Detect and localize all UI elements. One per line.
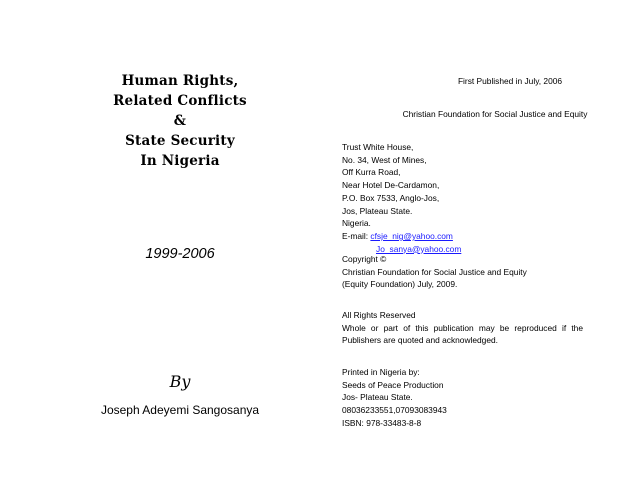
address-line: Nigeria.	[342, 218, 371, 229]
address-line: Trust White House,	[342, 142, 414, 152]
email-label: E-mail:	[342, 230, 371, 241]
address-line: Jos, Plateau State.	[342, 205, 413, 216]
copyright-block	[342, 253, 592, 291]
address-line: Off Kurra Road,	[342, 167, 401, 178]
address-line: Near Hotel De-Cardamon,	[342, 180, 440, 191]
by-label: By	[169, 372, 191, 391]
isbn: ISBN: 978-33483-8-8	[342, 417, 422, 428]
address-line: P.O. Box 7533, Anglo-Jos,	[342, 192, 440, 203]
rights-text: Whole or part of this publication may be reproduced if the Publishers are quoted and acknowledged.	[342, 322, 583, 346]
title-line: Related Conflicts	[113, 93, 247, 109]
copyright-line: Copyright ©	[342, 254, 387, 264]
printer-block	[342, 366, 592, 430]
rights-heading: All Rights Reserved	[342, 310, 416, 320]
publisher-address	[342, 141, 592, 255]
title-line: In Nigeria	[140, 153, 220, 169]
publisher-name: Christian Foundation for Social Justice and Equity	[402, 109, 588, 119]
right-page	[330, 0, 640, 495]
email-link-secondary[interactable]: Jo_sanya@yahoo.com	[376, 243, 462, 254]
first-published: First Published in July, 2006	[457, 76, 563, 86]
year-range: 1999-2006	[145, 246, 215, 262]
email-link-primary[interactable]: cfsje_nig@yahoo.com	[370, 230, 453, 241]
copyright-line: Christian Foundation for Social Justice and Equity	[342, 266, 527, 277]
title-line: &	[173, 113, 187, 129]
title-line: Human Rights,	[121, 73, 239, 89]
rights-block	[342, 309, 583, 347]
copyright-line: (Equity Foundation) July, 2009.	[342, 279, 458, 290]
book-title	[100, 71, 260, 171]
author-name: Joseph Adeyemi Sangosanya	[100, 403, 260, 417]
printer-line: 08036233551,07093083943	[342, 405, 447, 416]
address-line: No. 34, West of Mines,	[342, 154, 427, 165]
printer-line: Printed in Nigeria by:	[342, 367, 420, 377]
printer-line: Jos- Plateau State.	[342, 392, 413, 403]
title-line: State Security	[125, 133, 235, 149]
printer-line: Seeds of Peace Production	[342, 379, 444, 390]
email-line	[342, 230, 592, 243]
